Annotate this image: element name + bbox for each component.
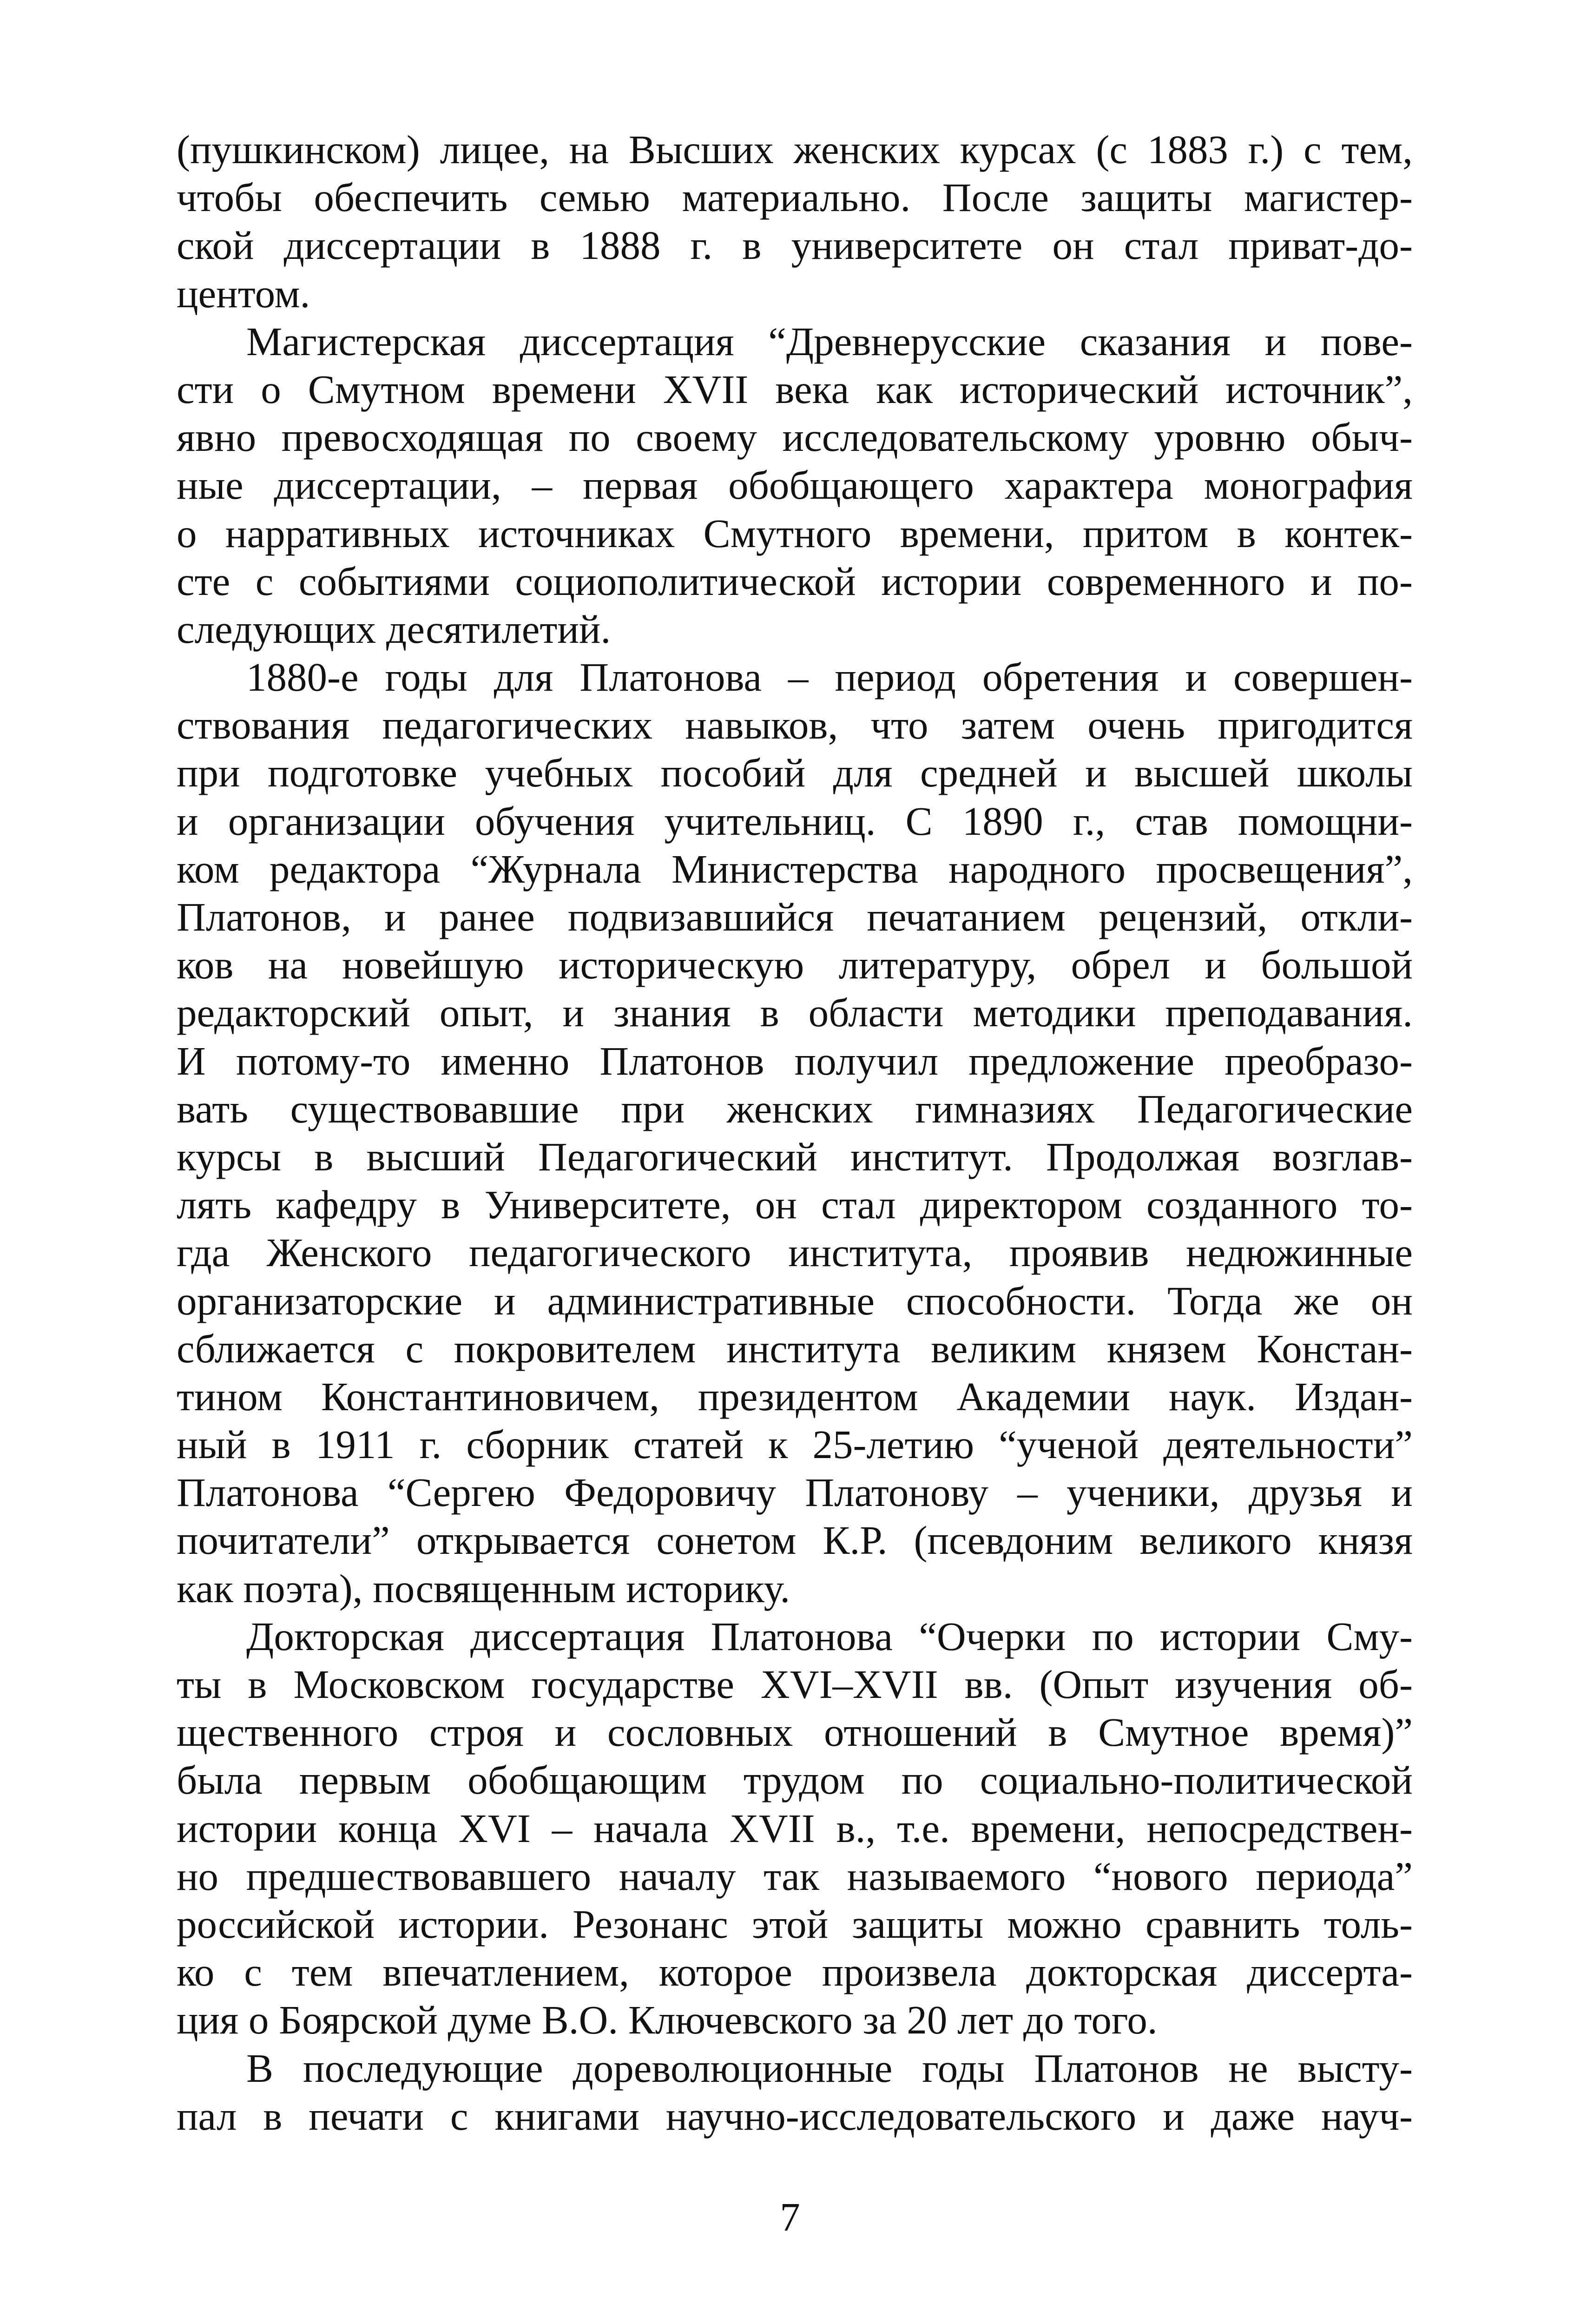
text-line: ков на новейшую историческую литературу, обрел и большой xyxy=(177,942,1413,988)
text-line: гда Женского педагогического института, проявив недюжинные xyxy=(177,1230,1413,1275)
text-line: о нарративных источниках Смутного времени, притом в контек- xyxy=(177,510,1413,556)
text-line: тином Константиновичем, президентом Академии наук. Издан- xyxy=(177,1373,1413,1419)
text-line: лять кафедру в Университете, он стал директором созданного то- xyxy=(177,1182,1413,1228)
text-line: вать существовавшие при женских гимназиях Педагогические xyxy=(177,1086,1413,1131)
text-line: чтобы обеспечить семью материально. После защиты магистер- xyxy=(177,175,1413,220)
body-text xyxy=(177,125,1413,2140)
text-line: ный в 1911 г. сборник статей к 25-летию “ученой деятельности” xyxy=(177,1422,1413,1467)
text-line: следующих десятилетий. xyxy=(177,606,611,652)
text-line: как поэта), посвященным историку. xyxy=(177,1565,790,1611)
text-line: ты в Московском государстве XVI–XVII вв. (Опыт изучения об- xyxy=(177,1662,1413,1707)
page-number: 7 xyxy=(780,2194,800,2239)
text-line: и организации обучения учительниц. С 1890 г., став помощни- xyxy=(177,798,1413,844)
text-line: пал в печати с книгами научно-исследовательского и даже науч- xyxy=(177,2093,1413,2139)
text-line: сте с событиями социополитической истории современного и по- xyxy=(177,558,1413,604)
text-line: Платонов, и ранее подвизавшийся печатанием рецензий, откли- xyxy=(177,894,1413,939)
text-line: ко с тем впечатлением, которое произвела докторская диссерта- xyxy=(177,1949,1413,1995)
text-line: организаторские и административные способности. Тогда же он xyxy=(177,1278,1413,1323)
text-line: была первым обобщающим трудом по социально-политической xyxy=(177,1757,1413,1803)
text-line: ные диссертации, – первая обобщающего характера монография xyxy=(177,462,1413,508)
text-line: (пушкинском) лицее, на Высших женских курсах (с 1883 г.) с тем, xyxy=(177,127,1413,172)
text-line: сближается с покровителем института великим князем Констан- xyxy=(177,1326,1413,1371)
text-line: явно превосходящая по своему исследовательскому уровню обыч- xyxy=(177,415,1413,460)
text-line: центом. xyxy=(177,271,310,316)
text-line: почитатели” открывается сонетом К.Р. (псевдоним великого князя xyxy=(177,1518,1413,1563)
text-line: ком редактора “Журнала Министерства народного просвещения”, xyxy=(177,846,1413,891)
text-line: ской диссертации в 1888 г. в университете он стал приват-до- xyxy=(177,223,1413,268)
text-line: В последующие дореволюционные годы Платонов не высту- xyxy=(246,2045,1413,2091)
text-line: но предшествовавшего началу так называемого “нового периода” xyxy=(177,1853,1413,1899)
text-line: сти о Смутном времени XVII века как исторический источник”, xyxy=(177,366,1413,412)
text-line: ствования педагогических навыков, что затем очень пригодится xyxy=(177,702,1413,748)
text-line: при подготовке учебных пособий для средней и высшей школы xyxy=(177,750,1413,796)
text-line: щественного строя и сословных отношений в Смутное время)” xyxy=(177,1710,1413,1755)
text-line: российской истории. Резонанс этой защиты можно сравнить толь- xyxy=(177,1901,1413,1947)
text-line: Платонова “Сергею Федоровичу Платонову – ученики, друзья и xyxy=(177,1470,1413,1515)
text-line: ция о Боярской думе В.О. Ключевского за 20 лет до того. xyxy=(177,1997,1158,2043)
text-line: истории конца XVI – начала XVII в., т.е. времени, непосредствен- xyxy=(177,1805,1413,1851)
text-line: редакторский опыт, и знания в области методики преподавания. xyxy=(177,990,1413,1036)
text-line: курсы в высший Педагогический институт. Продолжая возглав- xyxy=(177,1134,1413,1179)
text-line: Магистерская диссертация “Древнерусские сказания и пове- xyxy=(246,318,1413,364)
text-line: 1880-е годы для Платонова – период обретения и совершен- xyxy=(246,654,1413,700)
text-line: И потому-то именно Платонов получил предложение преобразо- xyxy=(177,1038,1413,1083)
text-line: Докторская диссертация Платонова “Очерки по истории Сму- xyxy=(246,1613,1413,1659)
